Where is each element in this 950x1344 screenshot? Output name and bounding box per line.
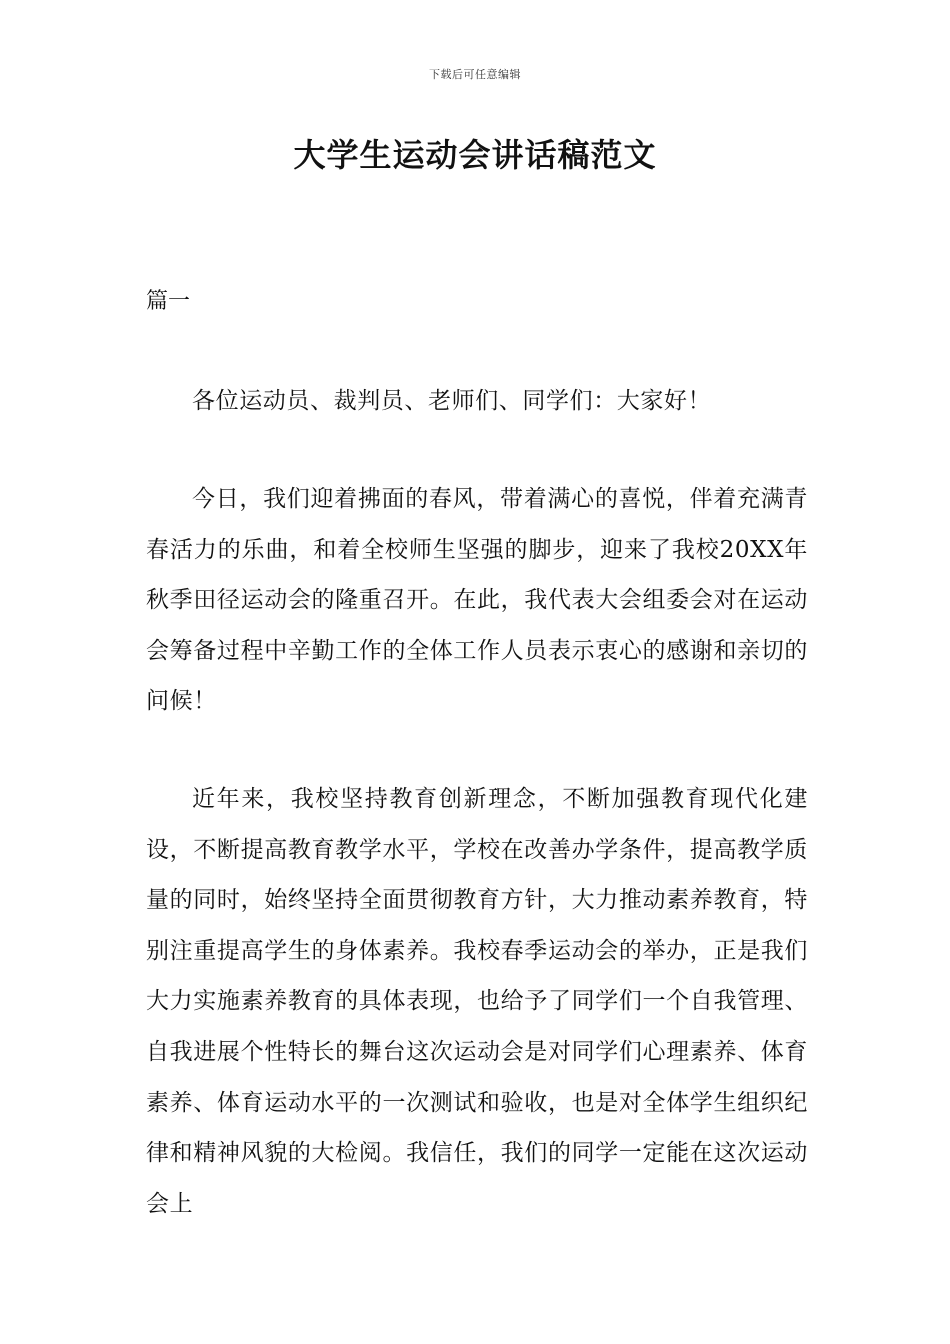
greeting-paragraph: 各位运动员、裁判员、老师们、同学们：大家好！ [192,388,712,414]
body-paragraph-2: 近年来，我校坚持教育创新理念，不断加强教育现代化建设，不断提高教育教学水平，学校在改善办学条件，提高教学质量的同时，始终坚持全面贯彻教育方针，大力推动素养教育，特别注重提高学生的身体素养。我校春季运动会的举办，正是我们大力实施素养教育的具体表现，也给予了同学们一个自我管理、自我进展个性特长的舞台这次运动会是对同学们心理素养、体育素养、体育运动水平的一次测试和验收，也是对全体学生组织纪律和精神风貌的大检阅。我信任，我们的同学一定能在这次运动会上 [146,786,808,1217]
section-label: 篇一 [146,289,191,314]
body-paragraph-1: 今日，我们迎着拂面的春风，带着满心的喜悦，伴着充满青春活力的乐曲，和着全校师生坚强的脚步，迎来了我校20XX年秋季田径运动会的隆重召开。在此，我代表大会组委会对在运动会筹备过程中辛勤工作的全体工作人员表示衷心的感谢和亲切的问候！ [146,486,808,715]
document-title: 大学生运动会讲话稿范文 [293,136,657,174]
header-note: 下载后可任意编辑 [429,68,521,81]
